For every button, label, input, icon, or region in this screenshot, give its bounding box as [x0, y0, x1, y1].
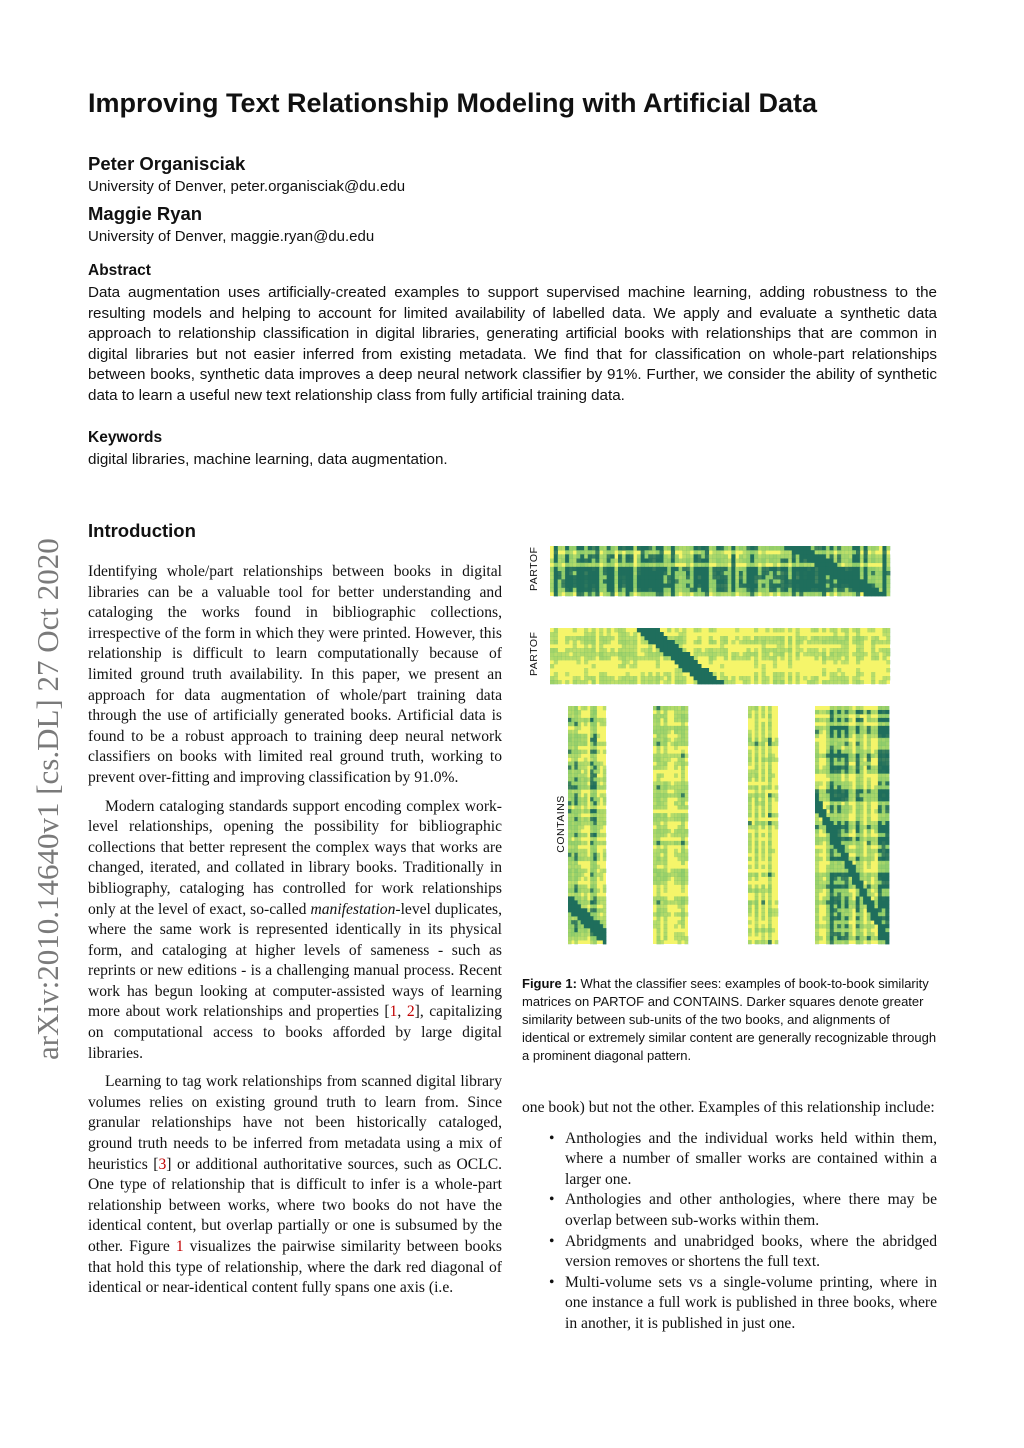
continuation-paragraph: one book) but not the other. Examples of this relationship include: — [522, 1099, 935, 1116]
citation-link[interactable]: 3 — [158, 1155, 167, 1173]
keywords-heading: Keywords — [88, 429, 163, 446]
author-affiliation: University of Denver, peter.organisciak@du.edu — [88, 178, 406, 195]
heatmap-partof-2 — [550, 628, 890, 684]
similarity-heatmaps — [520, 540, 940, 960]
heatmap-contains-4 — [815, 706, 889, 944]
author-block-2 — [88, 203, 374, 245]
abstract-section — [88, 262, 937, 406]
caption-label: Figure 1: — [522, 976, 577, 991]
introduction-section — [88, 520, 502, 1307]
figure-1-caption: Figure 1: What the classifier sees: examples of book-to-book similarity matrices on PARTOF and CONTAINS. Darker squares denote greater similarity between sub-units of the two books, and alignments of identical or extremely similar content are generally recognizable through a prominent diagonal pattern. — [522, 976, 937, 1063]
author-block-1 — [88, 153, 405, 195]
contains-label: CONTAINS — [555, 795, 567, 853]
abstract-text: Data augmentation uses artificially-created examples to support supervised machine learning, adding robustness to the resulting models and helping to account for limited availability of labelled data. We apply and evaluate a synthetic data approach to relationship classification in digital libraries, generating artificial books with relationships that are common in digital libraries but not easier inferred from existing metadata. We find that for classification on whole-part relationships between books, synthetic data improves a deep neural network classifier by 91%. Further, we consider the ability of synthetic data to learn a useful new text relationship class from fully artificial training data. — [88, 284, 937, 404]
intro-paragraph-2: Modern cataloging standards support encoding complex work-level relationships, opening the possibility for bibliographic collections that better represent the complex ways that works are changed, iterated, and collated in library books. Traditionally in bibliography, cataloging has controlled for work relationships only at the level of exact, so-called manifestation-level duplicates, where the same work is represented identically in its physical form, and cataloging at higher levels of sameness - such as reprints or new editions - is a challenging manual process. Recent work has begun looking at computer-assisted ways of learning more about work relationships and properties [1, 2], capitalizing on computational access to books afforded by large digital libraries. — [88, 797, 503, 1062]
author-name: Peter Organisciak — [88, 153, 246, 174]
keywords-section — [88, 429, 937, 471]
list-item: • Multi-volume sets vs a single-volume printing, where in one instance a full work is published in three books, where in another, it is published in just one. — [549, 1273, 937, 1332]
author-name: Maggie Ryan — [88, 203, 203, 224]
figure-reference-link[interactable]: 1 — [175, 1238, 184, 1255]
heatmap-partof-1 — [550, 546, 890, 596]
page-title: Improving Text Relationship Modeling with Artificial Data — [88, 88, 818, 118]
arxiv-stamp: arXiv:2010.14640v1 [cs.DL] 27 Oct 2020 — [30, 538, 65, 1060]
right-column — [522, 1098, 937, 1335]
intro-paragraph-1: Identifying whole/part relationships between books in digital libraries can be a valuable tool for better understanding and cataloging the works found in bibliographic collections, irrespective of the form in which they were printed. However, this relationship is difficult to learn computationally because of limited ground truth availability. In this paper, we present an approach for data augmentation of whole/part training data through the use of artificially generated books. Artificial data is found to be a robust approach to training deep neural network classifiers on books with limited real ground truth, working to prevent over-fitting and improving classification by 91.0%. — [88, 563, 502, 786]
list-item: • Abridgments and unabridged books, where the abridged version removes or shortens the full text. — [549, 1232, 937, 1271]
abstract-heading: Abstract — [88, 262, 151, 279]
list-item: • Anthologies and the individual works held within them, where a number of smaller works are contained within a larger one. — [549, 1129, 937, 1188]
figure-1 — [520, 540, 940, 960]
heatmap-contains-3 — [748, 706, 778, 944]
list-item: • Anthologies and other anthologies, where there may be overlap between sub-works within them. — [549, 1191, 937, 1229]
citation-link[interactable]: 1 — [389, 1003, 398, 1021]
partof-label-2: PARTOF — [528, 631, 540, 676]
partof-label-1: PARTOF — [528, 546, 540, 591]
heatmap-contains-2 — [653, 706, 688, 944]
intro-paragraph-3: Learning to tag work relationships from scanned digital library volumes relies on existing ground truth to learn from. Since granular relationships have not been historically cataloged, ground truth needs to be inferred from metadata using a mix of heuristics [3] or additional authoritative sources, such as OCLC. One type of relationship that is difficult to infer is a whole-part relationship between works, where two books do not have the identical content, but overlap partially or one is subsumed by the other. Figure 1 visualizes the pairwise similarity between books that hold this type of relationship, where the dark red diagonal of identical or near-identical content fully spans one axis (i.e. — [88, 1073, 502, 1297]
heatmap-contains-1 — [568, 706, 606, 944]
citation-link[interactable]: 2 — [406, 1003, 415, 1021]
introduction-heading: Introduction — [88, 520, 196, 541]
relationship-examples-list — [522, 1129, 937, 1335]
keywords-text: digital libraries, machine learning, data augmentation. — [88, 451, 448, 468]
author-affiliation: University of Denver, maggie.ryan@du.edu — [88, 228, 375, 245]
